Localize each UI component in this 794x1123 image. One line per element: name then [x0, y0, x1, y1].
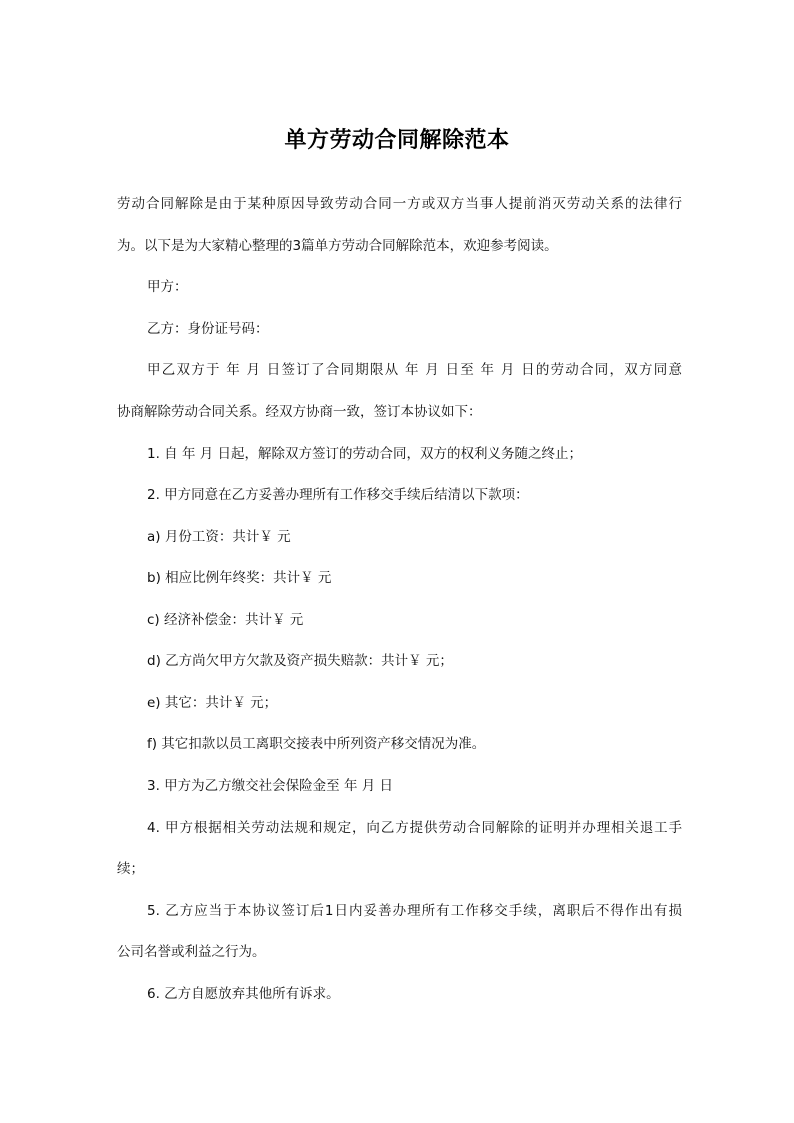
clause-4-line-1: 4. 甲方根据相关劳动法规和规定，向乙方提供劳动合同解除的证明并办理相关退工手 — [147, 820, 682, 836]
document-title: 单方劳动合同解除范本 — [284, 127, 510, 153]
party-b-line: 乙方：身份证号码： — [147, 321, 269, 337]
clause-2-item-e: e) 其它：共计￥ 元； — [147, 695, 278, 711]
clause-2-item-d: d) 乙方尚欠甲方欠款及资产损失赔款：共计￥ 元； — [147, 653, 453, 669]
clause-2-item-a: a) 月份工资：共计￥ 元 — [147, 529, 291, 545]
clause-6: 6. 乙方自愿放弃其他所有诉求。 — [147, 986, 340, 1002]
party-a-line: 甲方： — [147, 279, 188, 295]
clause-5-line-2: 公司名誉或利益之行为。 — [117, 944, 266, 960]
clause-2: 2. 甲方同意在乙方妥善办理所有工作移交手续后结清以下款项： — [147, 487, 529, 503]
clause-4-line-2: 续； — [117, 861, 144, 877]
clause-5-line-1: 5. 乙方应当于本协议签订后1日内妥善办理所有工作移交手续，离职后不得作出有损 — [147, 903, 682, 919]
clause-2-item-f: f) 其它扣款以员工离职交接表中所列资产移交情况为准。 — [147, 736, 486, 752]
clause-1: 1. 自 年 月 日起，解除双方签订的劳动合同，双方的权利义务随之终止； — [147, 446, 583, 462]
paragraph-intro-line-1: 劳动合同解除是由于某种原因导致劳动合同一方或双方当事人提前消灭劳动关系的法律行 — [117, 196, 682, 212]
agreement-intro-line-1: 甲乙双方于 年 月 日签订了合同期限从 年 月 日至 年 月 日的劳动合同，双方同意 — [147, 362, 682, 378]
agreement-intro-line-2: 协商解除劳动合同关系。经双方协商一致，签订本协议如下： — [117, 404, 482, 420]
clause-2-item-c: c) 经济补偿金：共计￥ 元 — [147, 612, 304, 628]
clause-2-item-b: b) 相应比例年终奖：共计￥ 元 — [147, 570, 332, 586]
clause-3: 3. 甲方为乙方缴交社会保险金至 年 月 日 — [147, 778, 394, 794]
paragraph-intro-line-2: 为。以下是为大家精心整理的3篇单方劳动合同解除范本，欢迎参考阅读。 — [117, 238, 558, 254]
